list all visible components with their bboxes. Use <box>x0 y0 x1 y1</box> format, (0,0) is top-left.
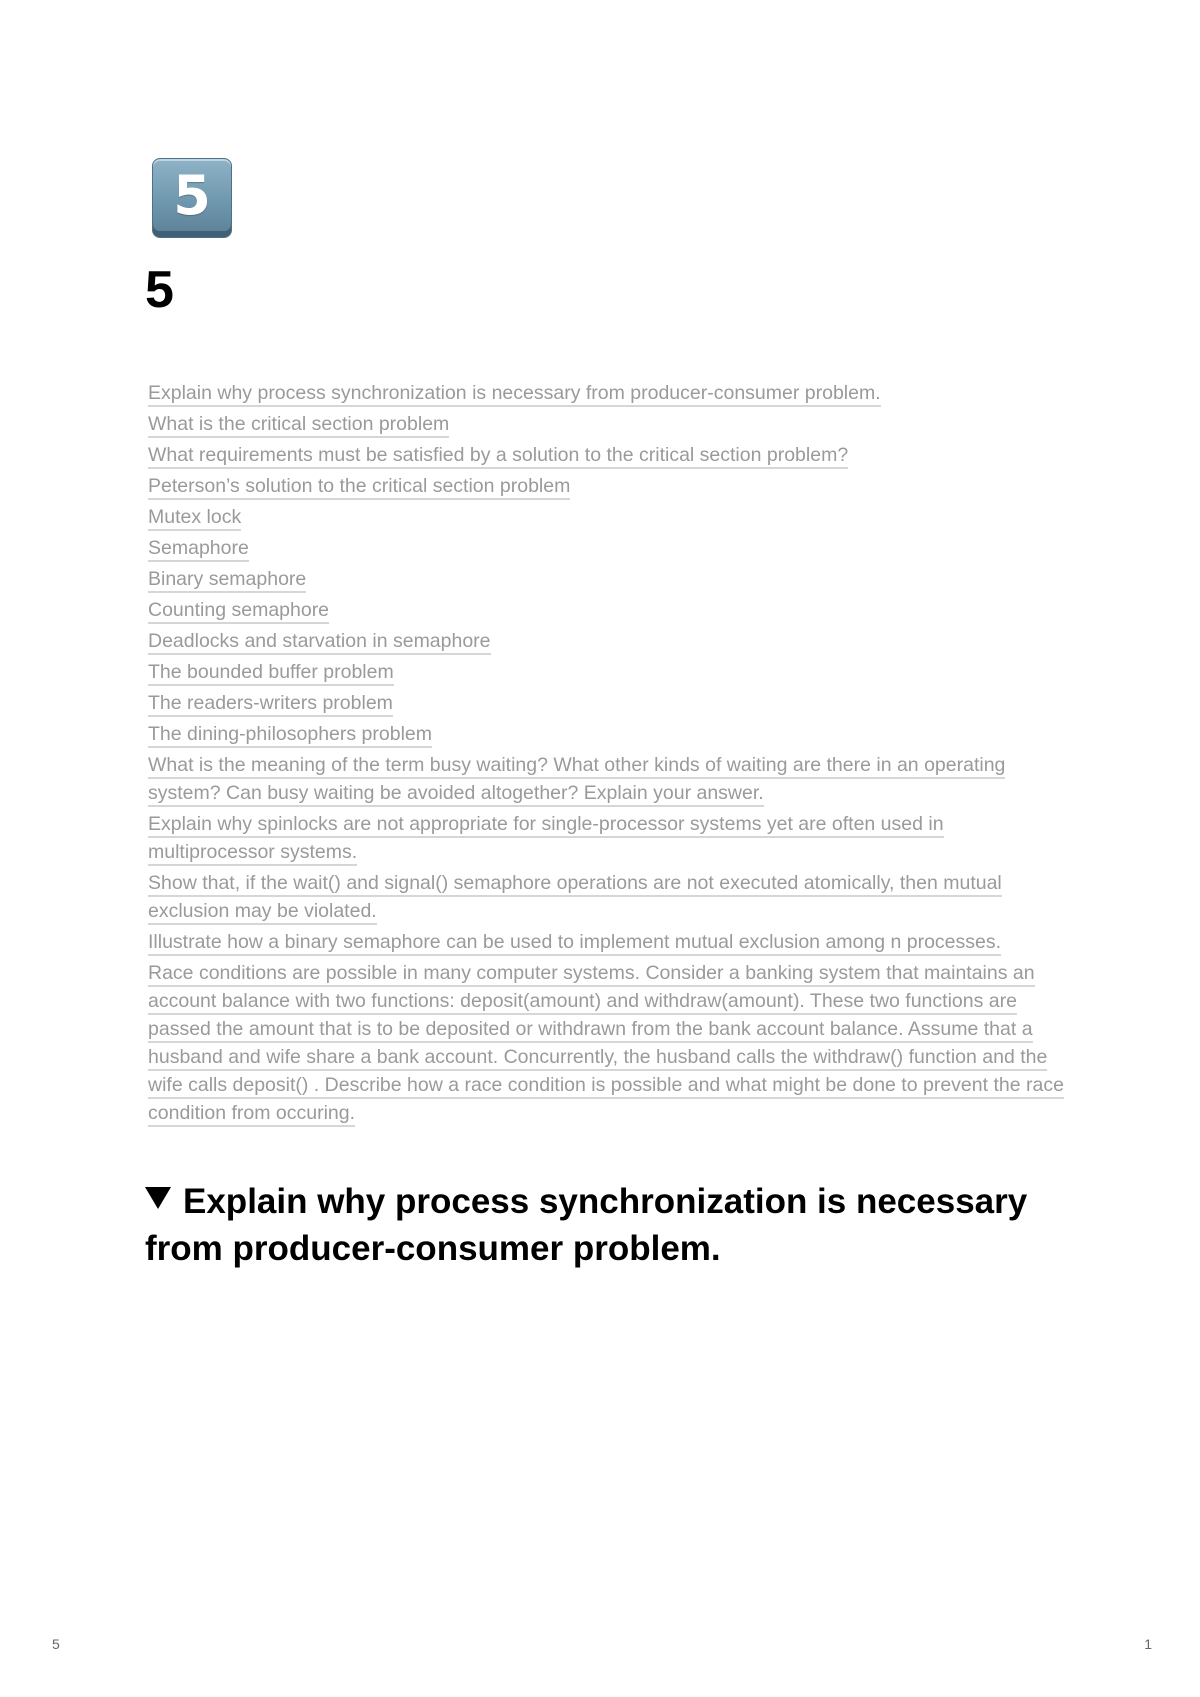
toc-item <box>148 535 1068 563</box>
toc-item <box>148 628 1068 656</box>
toc-item <box>148 597 1068 625</box>
toc-item <box>148 690 1068 718</box>
keycap-5-glyph: 5 <box>173 164 211 227</box>
toc-item <box>148 380 1068 408</box>
page-title: 5 <box>145 261 174 319</box>
section-heading-toggle[interactable] <box>145 1178 1085 1272</box>
toc-link[interactable]: Binary semaphore <box>148 568 306 593</box>
footer-page-number: 1 <box>1144 1636 1152 1652</box>
toc-item <box>148 504 1068 532</box>
toc-item <box>148 929 1068 957</box>
triangle-down-icon[interactable] <box>145 1187 171 1209</box>
keycap-5-icon <box>152 158 232 238</box>
toc-link[interactable]: Semaphore <box>148 537 249 562</box>
toc-link[interactable]: The bounded buffer problem <box>148 661 394 686</box>
table-of-contents <box>148 380 1068 1131</box>
toc-link[interactable]: Show that, if the wait() and signal() semaphore operations are not executed atomically, then mutual exclusion may be violated. <box>148 872 1002 925</box>
toc-item <box>148 721 1068 749</box>
toc-link[interactable]: Mutex lock <box>148 506 241 531</box>
toc-link[interactable]: The readers-writers problem <box>148 692 393 717</box>
toc-link[interactable]: Counting semaphore <box>148 599 329 624</box>
toc-link[interactable]: Peterson’s solution to the critical section problem <box>148 475 570 500</box>
section-heading-text: Explain why process synchronization is necessary from producer-consumer problem. <box>145 1182 1028 1268</box>
toc-item <box>148 752 1068 808</box>
footer-page-title: 5 <box>52 1636 60 1652</box>
toc-item <box>148 960 1068 1128</box>
toc-item <box>148 566 1068 594</box>
toc-item <box>148 811 1068 867</box>
toc-link[interactable]: Deadlocks and starvation in semaphore <box>148 630 491 655</box>
toc-item <box>148 659 1068 687</box>
toc-link[interactable]: What is the meaning of the term busy waiting? What other kinds of waiting are there in an operating system? Can busy waiting be avoided altogether? Explain your answer. <box>148 754 1005 807</box>
toc-item <box>148 473 1068 501</box>
toc-item <box>148 870 1068 926</box>
toc-link[interactable]: What requirements must be satisfied by a solution to the critical section problem? <box>148 444 848 469</box>
toc-link[interactable]: Explain why spinlocks are not appropriate for single-processor systems yet are often used in multiprocessor systems. <box>148 813 944 866</box>
toc-link[interactable]: What is the critical section problem <box>148 413 449 438</box>
toc-link[interactable]: Race conditions are possible in many computer systems. Consider a banking system that maintains an account balance with two functions: deposit(amount) and withdraw(amount). These two functions are passed the amount that is to be deposited or withdrawn from the bank account balance. Assume that a husband and wife share a bank account. Concurrently, the husband calls the withdraw() function and the wife calls deposit() . Describe how a race condition is possible and what might be done to prevent the race condition from occuring. <box>148 962 1064 1127</box>
toc-item <box>148 442 1068 470</box>
toc-item <box>148 411 1068 439</box>
toc-link[interactable]: Explain why process synchronization is necessary from producer-consumer problem. <box>148 382 881 407</box>
toc-link[interactable]: Illustrate how a binary semaphore can be used to implement mutual exclusion among n processes. <box>148 931 1001 956</box>
toc-link[interactable]: The dining-philosophers problem <box>148 723 432 748</box>
